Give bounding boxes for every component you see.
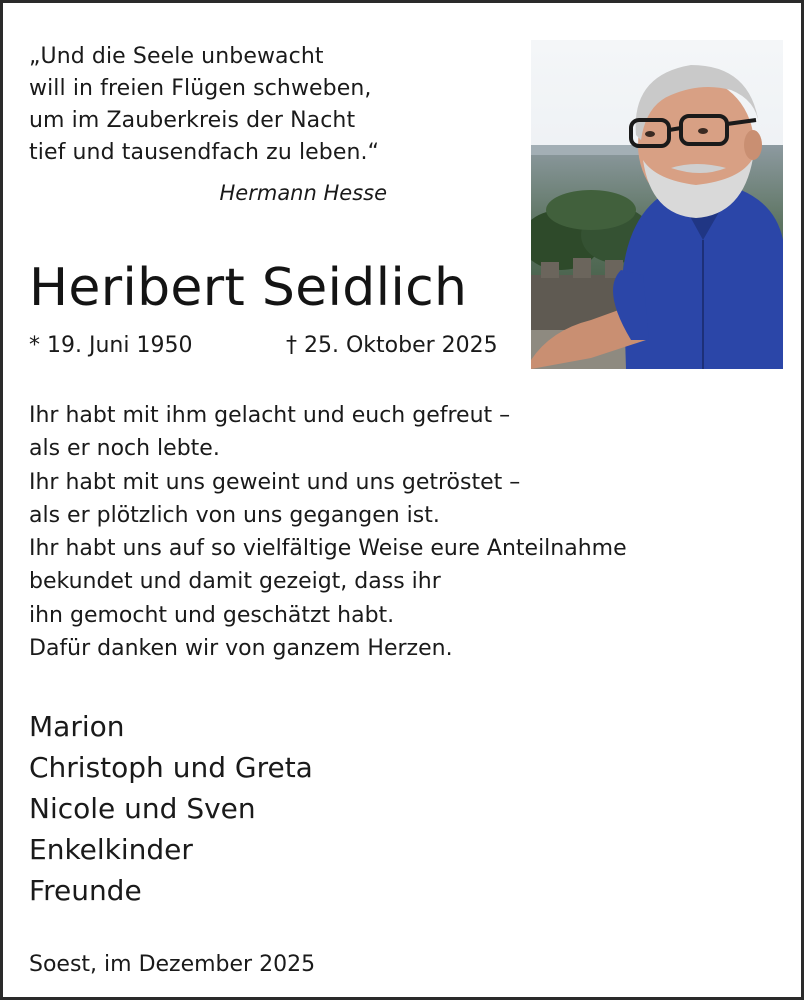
quote-line: tief und tausendfach zu leben.“ — [29, 140, 380, 165]
text-line: als er plötzlich von uns gegangen ist. — [29, 502, 440, 528]
text-line: Ihr habt uns auf so vielfältige Weise eure Anteilnahme — [29, 536, 627, 562]
signers-list — [29, 706, 313, 911]
poem-quote — [29, 41, 399, 169]
portrait-illustration — [531, 40, 783, 369]
birth-date: * 19. Juni 1950 — [29, 333, 193, 358]
text-line: bekundet und damit gezeigt, dass ihr — [29, 569, 441, 595]
signer-name: Enkelkinder — [29, 833, 193, 866]
quote-line: will in freien Flügen schweben, — [29, 76, 372, 101]
signer-name: Marion — [29, 710, 125, 743]
quote-author: Hermann Hesse — [219, 181, 387, 205]
death-date: † 25. Oktober 2025 — [286, 333, 498, 358]
signer-name: Nicole und Sven — [29, 792, 256, 825]
place-date: Soest, im Dezember 2025 — [29, 952, 316, 977]
quote-line: „Und die Seele unbewacht — [29, 44, 324, 69]
thank-you-text — [29, 399, 709, 665]
text-line: ihn gemocht und geschätzt habt. — [29, 602, 395, 628]
deceased-name: Heribert Seidlich — [29, 258, 468, 318]
quote-line: um im Zauberkreis der Nacht — [29, 108, 356, 133]
text-line: Dafür danken wir von ganzem Herzen. — [29, 636, 453, 662]
text-line: als er noch lebte. — [29, 436, 220, 462]
signer-name: Christoph und Greta — [29, 751, 313, 784]
text-line: Ihr habt mit uns geweint und uns getröstet – — [29, 469, 521, 495]
text-line: Ihr habt mit ihm gelacht und euch gefreut – — [29, 403, 511, 428]
portrait-photo — [531, 40, 783, 369]
signer-name: Freunde — [29, 874, 142, 907]
